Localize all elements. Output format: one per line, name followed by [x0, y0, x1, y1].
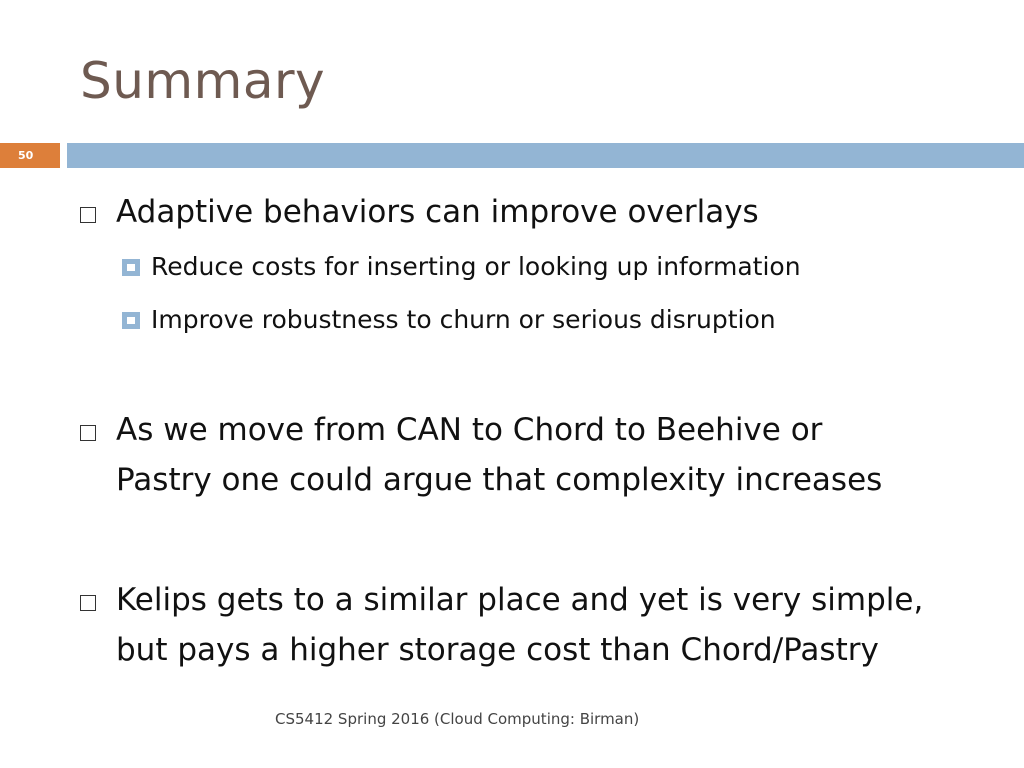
bullet-3 — [80, 575, 923, 675]
slide-number: 50 — [0, 143, 60, 168]
bullet-text: Adaptive behaviors can improve overlays — [116, 194, 759, 230]
bullet-1 — [80, 187, 759, 237]
bullet-square-icon — [80, 425, 96, 441]
bullet-2 — [80, 405, 882, 505]
bullet-square-icon — [80, 595, 96, 611]
subbullet-2 — [122, 305, 776, 335]
subbullet-square-icon — [122, 312, 140, 329]
bullet-text-line-1: Kelips gets to a similar place and yet is very simple, — [116, 582, 924, 618]
header-divider-bar — [67, 143, 1024, 168]
slide-title: Summary — [80, 52, 326, 110]
slide-footer: CS5412 Spring 2016 (Cloud Computing: Birman) — [275, 710, 640, 728]
bullet-text-line-2: Pastry one could argue that complexity increases — [116, 462, 883, 498]
subbullet-text: Reduce costs for inserting or looking up information — [151, 252, 801, 281]
bullet-text-line-2: but pays a higher storage cost than Chord/Pastry — [116, 632, 879, 668]
bullet-text-line-1: As we move from CAN to Chord to Beehive or — [116, 412, 823, 448]
bullet-square-icon — [80, 207, 96, 223]
subbullet-square-icon — [122, 259, 140, 276]
subbullet-text: Improve robustness to churn or serious disruption — [151, 305, 776, 334]
subbullet-1 — [122, 252, 801, 282]
